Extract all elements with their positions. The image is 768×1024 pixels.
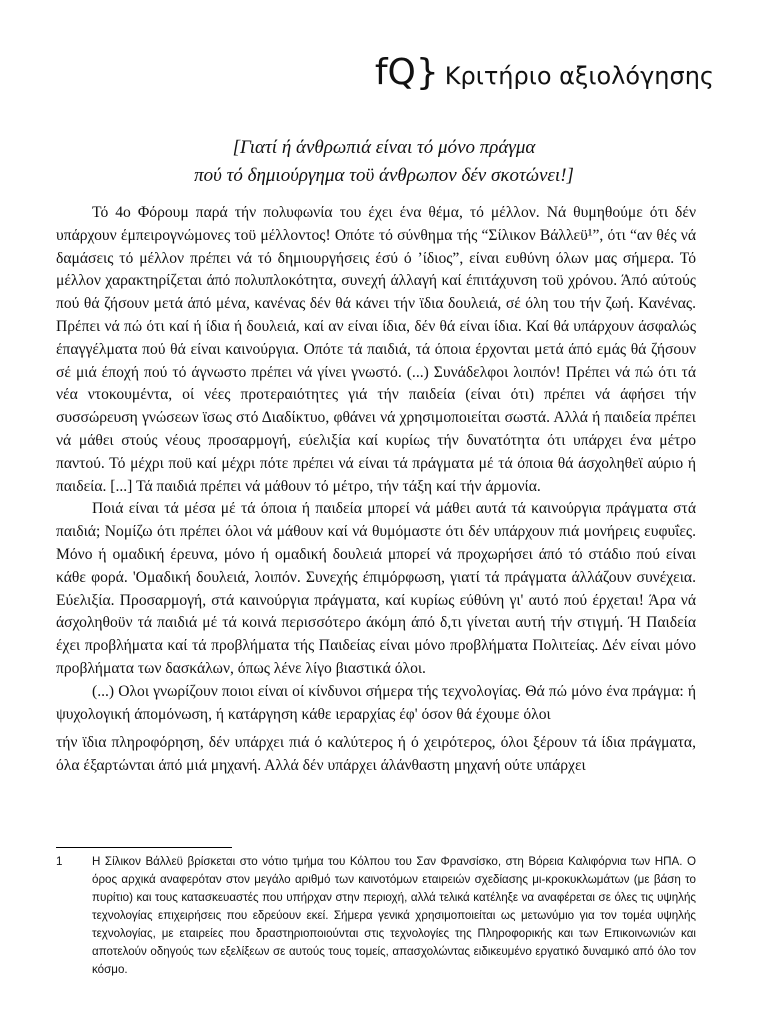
logo-text: fQ} <box>374 52 439 93</box>
paragraph-3: (...) Ολοι γνωρίζουν ποιοι είναι οί κίνδυνοι σήμερα τής τεχνολογίας. Θά πώ μόνο ένα πράγμα: ή ψυχολογική άπομόνωση, ή κατάργηση κάθε ιεραρχίας έφ' όσον θά έχουμε όλοι <box>56 682 696 723</box>
page-header <box>375 52 714 93</box>
article-body <box>56 202 696 778</box>
footnote-number: 1 <box>56 855 63 868</box>
epigraph-line-2: πού τό δημιούργημα τοϋ άνθρωπον δέν σκοτώνει!] <box>194 165 574 186</box>
footnote-text: Η Σίλικον Βάλλεϋ βρίσκεται στο νότιο τμήμα του Κόλπου του Σαν Φρανσίσκο, στη Βόρεια Καλιφόρνια των ΗΠΑ. Ο όρος αρχικά αναφερόταν στον μεγάλο αριθμό των καινοτόμων εταιρειών σχεδίασης μι-κροκυκλωμάτων (με βάση το πυρίτιο) και τους κατασκευαστές που υπήρχαν στην περιοχή, αλλά τελικά κατέληξε να αναφέρεται σε όλες τις υψηλής τεχνολογίας επιχειρήσεις που εδρεύουν εκεί. Σήμερα γενικά χρησιμοποιείται ως μετωνύμιο για τον τομέα υψηλής τεχνολογίας, με εταιρείες που δραστηριοποιούνται στις τεχνολογίες της Πληροφορικής και των Επικοινωνιών και αποτελούν οδηγούς των εξελίξεων σε αυτούς τους τομείς, απασχολώντας ειδικευμένο εργατικό δυναμικό από όλο τον κόσμο. <box>92 855 696 976</box>
paragraph-2: Ποιά είναι τά μέσα μέ τά όποια ή παιδεία μπορεί νά μάθει αυτά τά καινούργια πράγματα στά παιδιά; Νομίζω ότι πρέπει όλοι νά μάθουν καί νά θυμόμαστε ότι δέν υπάρχουν πιά μονήρεις ευφυΐες. Μόνο ή ομαδική έρευνα, μόνο ή ομαδική δουλειά μπορεί νά προχωρήσει άπό τό στάδιο πού είναι κάθε φορά. 'Ομαδική δουλειά, λοιπόν. Συνεχής έπιμόρφωση, γιατί τά πράγματα άλλάζουν συνέχεια. Εύελιξία. Προσαρμογή, στά καινούργια πράγματα, καί κυρίως εύθύνη γι' αυτό πού έρχεται! Άρα νά άσχοληθοϋν τά παιδιά μέ τά κοινά περισσότερο άκόμη άπό δ,τι γίνεται αυτή τήν στιγμή. Ή Παιδεία έχει προβλήματα καί τά προβλήματα τής Παιδείας είναι μόνο προβλήματα Πολιτείας. Δέν είναι μόνο προβλήματα των δασκάλων, όπως λένε λίγο βιαστικά όλοι. <box>56 500 696 677</box>
footnote <box>56 853 696 979</box>
paragraph-1: Τό 4ο Φόρουμ παρά τήν πολυφωνία του έχει ένα θέμα, τό μέλλον. Νά θυμηθούμε ότι δέν υπάρχουν έμπειρογνώμονες τοϋ μέλλοντος! Οπότε τό σύνθημα τής “Σίλικον Βάλλεϋ¹”, ότι “αν θές νά δαμάσεις τό μέλλον πρέπει νά τό δημιουργήσεις έσύ ό ’ίδιος”, είναι ευθύνη όλων μας σήμερα. Τό μέλλον χαρακτηρίζεται άπό πολυπλοκότητα, συνεχή άλλαγή καί έπιτάχυνση τοϋ χρόνου. Άπό αύτούς πού θά ζήσουν μετά άπό μένα, κανένας δέν θά κάνει τήν ϊδια δουλειά, σέ όλη του τήν ζωή. Κανένας. Πρέπει νά πώ ότι καί ή ίδια ή δουλειά, καί αν είναι ίδια, δέν θά είναι ίδια. Καί θά υπάρχουν άσφαλώς έπαγγέλματα πού θά είναι καινούργια. Οπότε τά παιδιά, τά όποια έρχονται μετά άπό εμάς θά ζήσουν σέ μιά έποχή πού τό άγνωστο πρέπει νά γίνει γνωστό. (...) Συνάδελφοι λοιπόν! Πρέπει νά πώ ότι τά νέα ντοκουμέντα, οί νέες προτεραιότητες γιά τήν παιδεία (είναι ότι) πρέπει νά άφήσει τήν συσσώρευση γνώσεων ϊσως στό Διαδίκτυο, φθάνει νά χρησιμοποιείται σωστά. Αλλά ή παιδεία πρέπει νά μάθει στούς νέους προσαρμογή, εύελιξία καί κυρίως τήν δυνατότητα ότι υπάρχει ένα μέτρο παντού. Τό μέχρι ποϋ καί μέχρι πότε πρέπει νά είναι τά πράγματα μέ τά όποια θά άσχοληθεϊ αύριο ή παιδεία. [...] Τά παιδιά πρέπει νά μάθουν τό μέτρο, τήν τάξη καί τήν άρμονία. <box>56 204 696 495</box>
epigraph <box>0 134 768 190</box>
page-title: Κριτήριο αξιολόγησης <box>444 62 714 90</box>
footnote-separator <box>56 847 232 848</box>
epigraph-line-1: [Γιατί ή άνθρωπιά είναι τό μόνο πράγμα <box>232 137 536 158</box>
paragraph-continuation: τήν ϊδια πληροφόρηση, δέν υπάρχει πιά ό καλύτερος ή ό χειρότερος, όλοι ξέρουν τά ίδια πράγματα, όλα έξαρτώνται άπό μιά μηχανή. Αλλά δέν υπάρχει άλάνθαστη μηχανή ούτε υπάρχει <box>56 734 696 775</box>
